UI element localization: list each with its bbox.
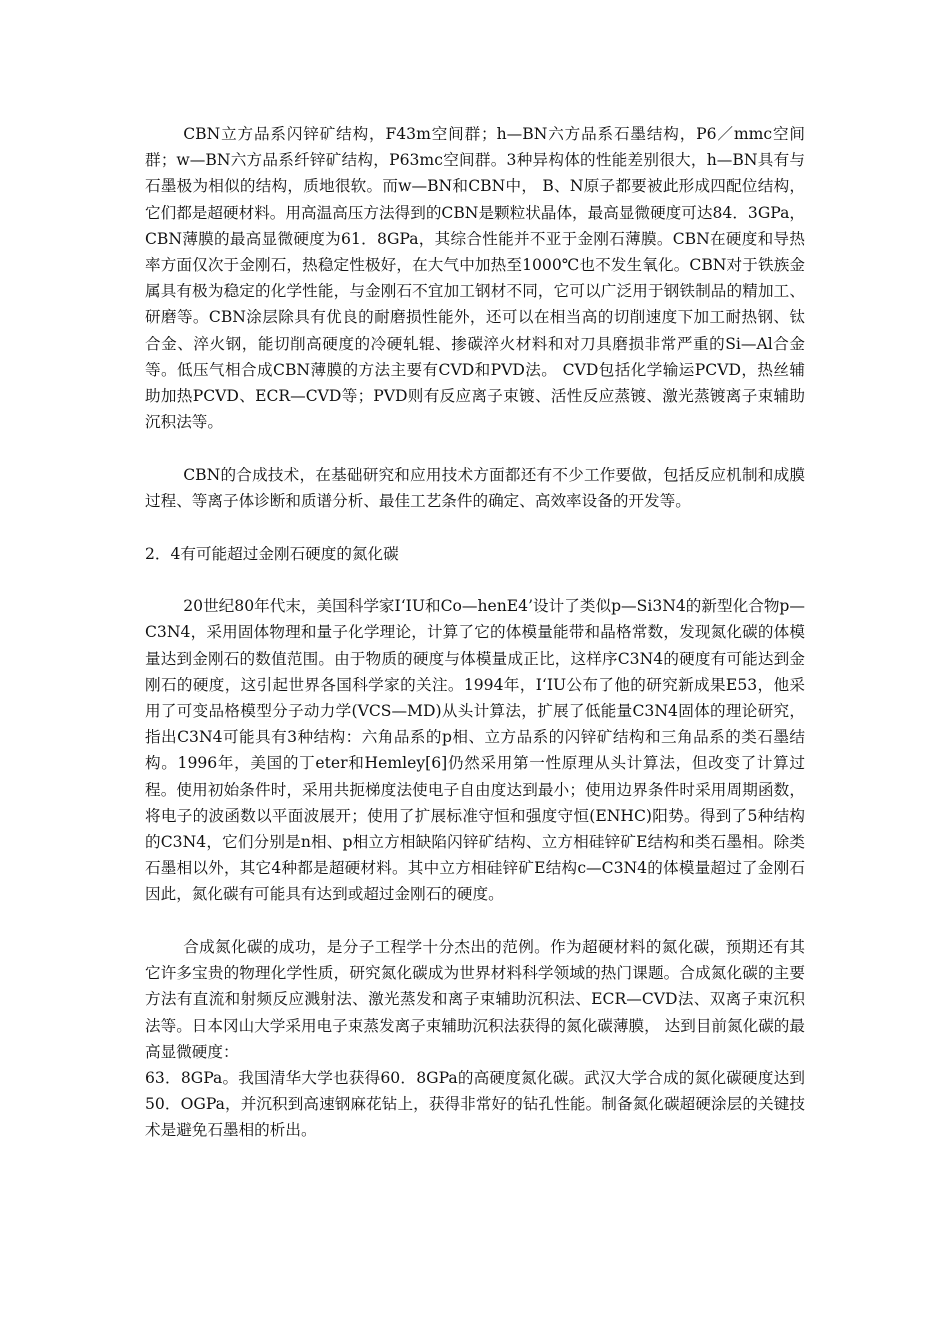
section-heading: 2．4有可能超过金刚石硬度的氮化碳 (145, 544, 399, 563)
paragraph-spacer (145, 567, 805, 593)
paragraph-carbon-nitride-theory: 20世纪80年代末，美国科学家I‘IU和Co—henE4’设计了类似p—Si3N4的新型化合物p—C3N4，采用固体物理和量子化学理论，计算了它的体模量能带和晶格常数，发现氮化碳的体模量达到金刚石的数值范围。由于物质的硬度与体模量成正比，这样序C3N4的硬度有可能达到金刚石的硬度，这引起世界各国科学家的关注。1994年，I‘IU公布了他的研究新成果E53，他采用了可变品格模型分子动力学(VCS—MD)从头计算法，扩展了低能量C3N4固体的理论研究，指出C3N4可能具有3种结构：六角品系的p相、立方品系的闪锌矿结构和三角品系的类石墨结构。1996年，美国的丁eter和Hemley[6]仍然采用第一性原理从头计算法，但改变了计算过程。使用初始条件时，采用共扼梯度法使电子自由度达到最小；使用边界条件时采用周期函数，将电子的波函数以平面波展开；使用了扩展标准守恒和强度守恒(ENHC)阳势。得到了5种结构的C3N4，它们分别是n相、p相立方相缺陷闪锌矿结构、立方相硅锌矿E结构和类石墨相。除类石墨相以外，其它4种都是超硬材料。其中立方相硅锌矿E结构c—C3N4的体模量超过了金刚石因此，氮化碳有可能具有达到或超过金刚石的硬度。 (145, 597, 805, 904)
paragraph-cbn-structure: CBN立方品系闪锌矿结构，F43m空间群；h—BN六方品系石墨结构，P6／mmc空间群；w—BN六方品系纤锌矿结构，P63mc空间群。3种异构体的性能差别很大，h—BN具有与石墨极为相似的结构，质地很软。而w—BN和CBN中， B、N原子都要被此形成四配位结构，它们都是超硬材料。用高温高压方法得到的CBN是颗粒状晶体，最高显微硬度可达84．3GPa，CBN薄膜的最高显微硬度为61．8GPa，其综合性能并不亚于金刚石薄膜。CBN在硬度和导热率方面仅次于金刚石，热稳定性极好，在大气中加热至1000℃也不发生氧化。CBN对于铁族金属具有极为稳定的化学性能，与金刚石不宜加工钢材不同，它可以广泛用于钢铁制品的精加工、研磨等。CBN涂层除具有优良的耐磨损性能外，还可以在相当高的切削速度下加工耐热钢、钛合金、淬火钢，能切削高硬度的冷硬轧辊、掺碳淬火材料和对刀具磨损非常严重的Si—Al合金等。低压气相合成CBN薄膜的方法主要有CVD和PVD法。 CVD包括化学输运PCVD，热丝辅助加热PCVD、ECR—CVD等；PVD则有反应离子束镀、活性反应蒸镀、激光蒸镀离子束辅助沉积法等。 (145, 125, 805, 432)
paragraph-cbn-synthesis: CBN的合成技术，在基础研究和应用技术方面都还有不少工作要做，包括反应机制和成膜过程、等离子体诊断和质谱分析、最佳工艺条件的确定、高效率设备的开发等。 (145, 465, 805, 511)
document-body (145, 121, 805, 1144)
paragraph-spacer (145, 514, 805, 540)
paragraph-carbon-nitride-synthesis: 合成氮化碳的成功，是分子工程学十分杰出的范例。作为超硬材料的氮化碳，预期还有其它许多宝贵的物理化学性质，研究氮化碳成为世界材料科学领域的热门课题。合成氮化碳的主要方法有直流和射频反应溅射法、激光蒸发和离子束辅助沉积法、ECR—CVD法、双离子束沉积法等。日本冈山大学采用电子束蒸发离子束辅助沉积法获得的氮化碳薄膜， 达到目前氮化碳的最高显微硬度： 63．8GPa。我国清华大学也获得60．8GPa的高硬度氮化碳。武汉大学合成的氮化碳硬度达到50．OGPa，并沉积到高速钢麻花钻上，获得非常好的钻孔性能。制备氮化碳超硬涂层的关键技术是避免石墨相的析出。 (145, 938, 805, 1140)
paragraph-spacer (145, 435, 805, 461)
paragraph-spacer (145, 908, 805, 934)
